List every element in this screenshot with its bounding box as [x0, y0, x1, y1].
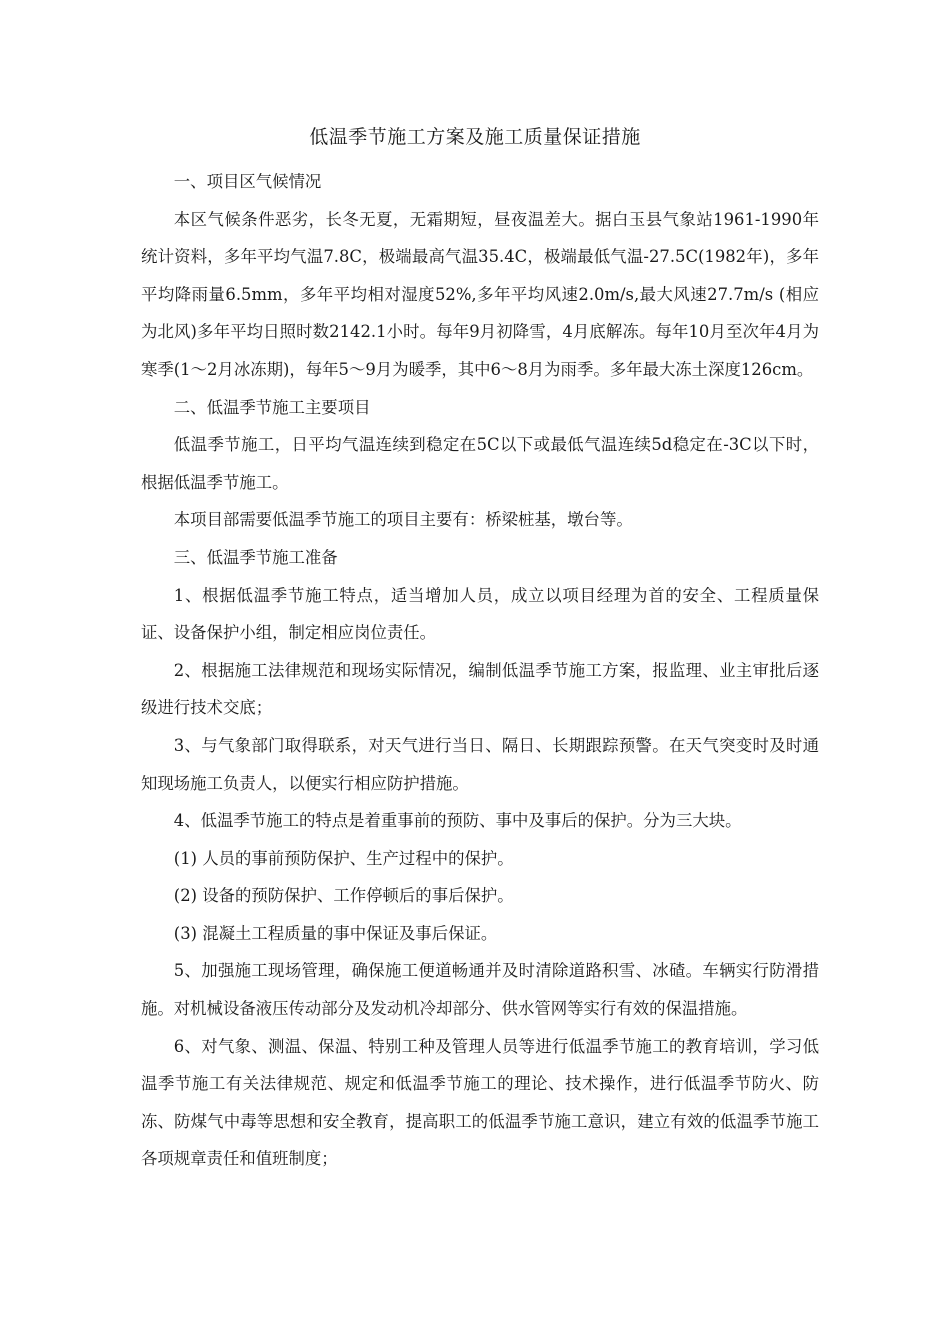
document-body	[141, 163, 819, 1178]
paragraph-climate-details: 本区气候条件恶劣，长冬无夏，无霜期短，昼夜温差大。据白玉县气象站1961-1990年统计资料，多年平均气温7.8C，极端最高气温35.4C，极端最低气温-27.5C(1982年)，多年平均降雨量6.5mm，多年平均相对湿度52%,多年平均风速2.0m/s,最大风速27.7m/s (相应为北风)多年平均日照时数2142.1小时。每年9月初降雪，4月底解冻。每年10月至次年4月为寒季(1〜2月冰冻期)，每年5〜9月为暖季，其中6〜8月为雨季。多年最大冻土深度126cm。	[141, 209, 819, 379]
list-item-2: 2、根据施工法律规范和现场实际情况，编制低温季节施工方案，报监理、业主审批后逐级进行技术交底；	[141, 660, 819, 718]
sub-item-3: (3) 混凝土工程质量的事中保证及事后保证。	[173, 923, 498, 943]
document-title: 低温季节施工方案及施工质量保证措施	[309, 126, 641, 148]
list-item-3: 3、与气象部门取得联系，对天气进行当日、隔日、长期跟踪预警。在天气突变时及时通知现场施工负责人，以便实行相应防护措施。	[141, 735, 819, 793]
list-item-6: 6、对气象、测温、保温、特别工种及管理人员等进行低温季节施工的教育培训，学习低温季节施工有关法律规范、规定和低温季节施工的理论、技术操作，进行低温季节防火、防冻、防煤气中毒等思想和安全教育，提高职工的低温季节施工意识，建立有效的低温季节施工各项规章责任和值班制度；	[141, 1036, 819, 1169]
sub-item-2: (2) 设备的预防保护、工作停顿后的事后保护。	[173, 886, 514, 906]
paragraph-low-temp-definition: 低温季节施工，日平均气温连续到稳定在5C以下或最低气温连续5d稳定在-3C以下时，根据低温季节施工。	[141, 435, 819, 492]
list-item-1: 1、根据低温季节施工特点，适当增加人员，成立以项目经理为首的安全、工程质量保证、设备保护小组，制定相应岗位责任。	[141, 585, 819, 643]
section-heading-climate: 一、项目区气候情况	[173, 172, 322, 191]
sub-item-1: (1) 人员的事前预防保护、生产过程中的保护。	[173, 848, 514, 868]
paragraph-project-items: 本项目部需要低温季节施工的项目主要有：桥梁桩基，墩台等。	[173, 510, 633, 530]
list-item-5: 5、加强施工现场管理，确保施工便道畅通并及时清除道路积雪、冰碴。车辆实行防滑措施。对机械设备液压传动部分及发动机冷却部分、供水管网等实行有效的保温措施。	[141, 961, 819, 1019]
section-heading-preparation: 三、低温季节施工准备	[173, 547, 338, 567]
list-item-4: 4、低温季节施工的特点是着重事前的预防、事中及事后的保护。分为三大块。	[173, 811, 742, 831]
section-heading-main-items: 二、低温季节施工主要项目	[173, 397, 371, 417]
